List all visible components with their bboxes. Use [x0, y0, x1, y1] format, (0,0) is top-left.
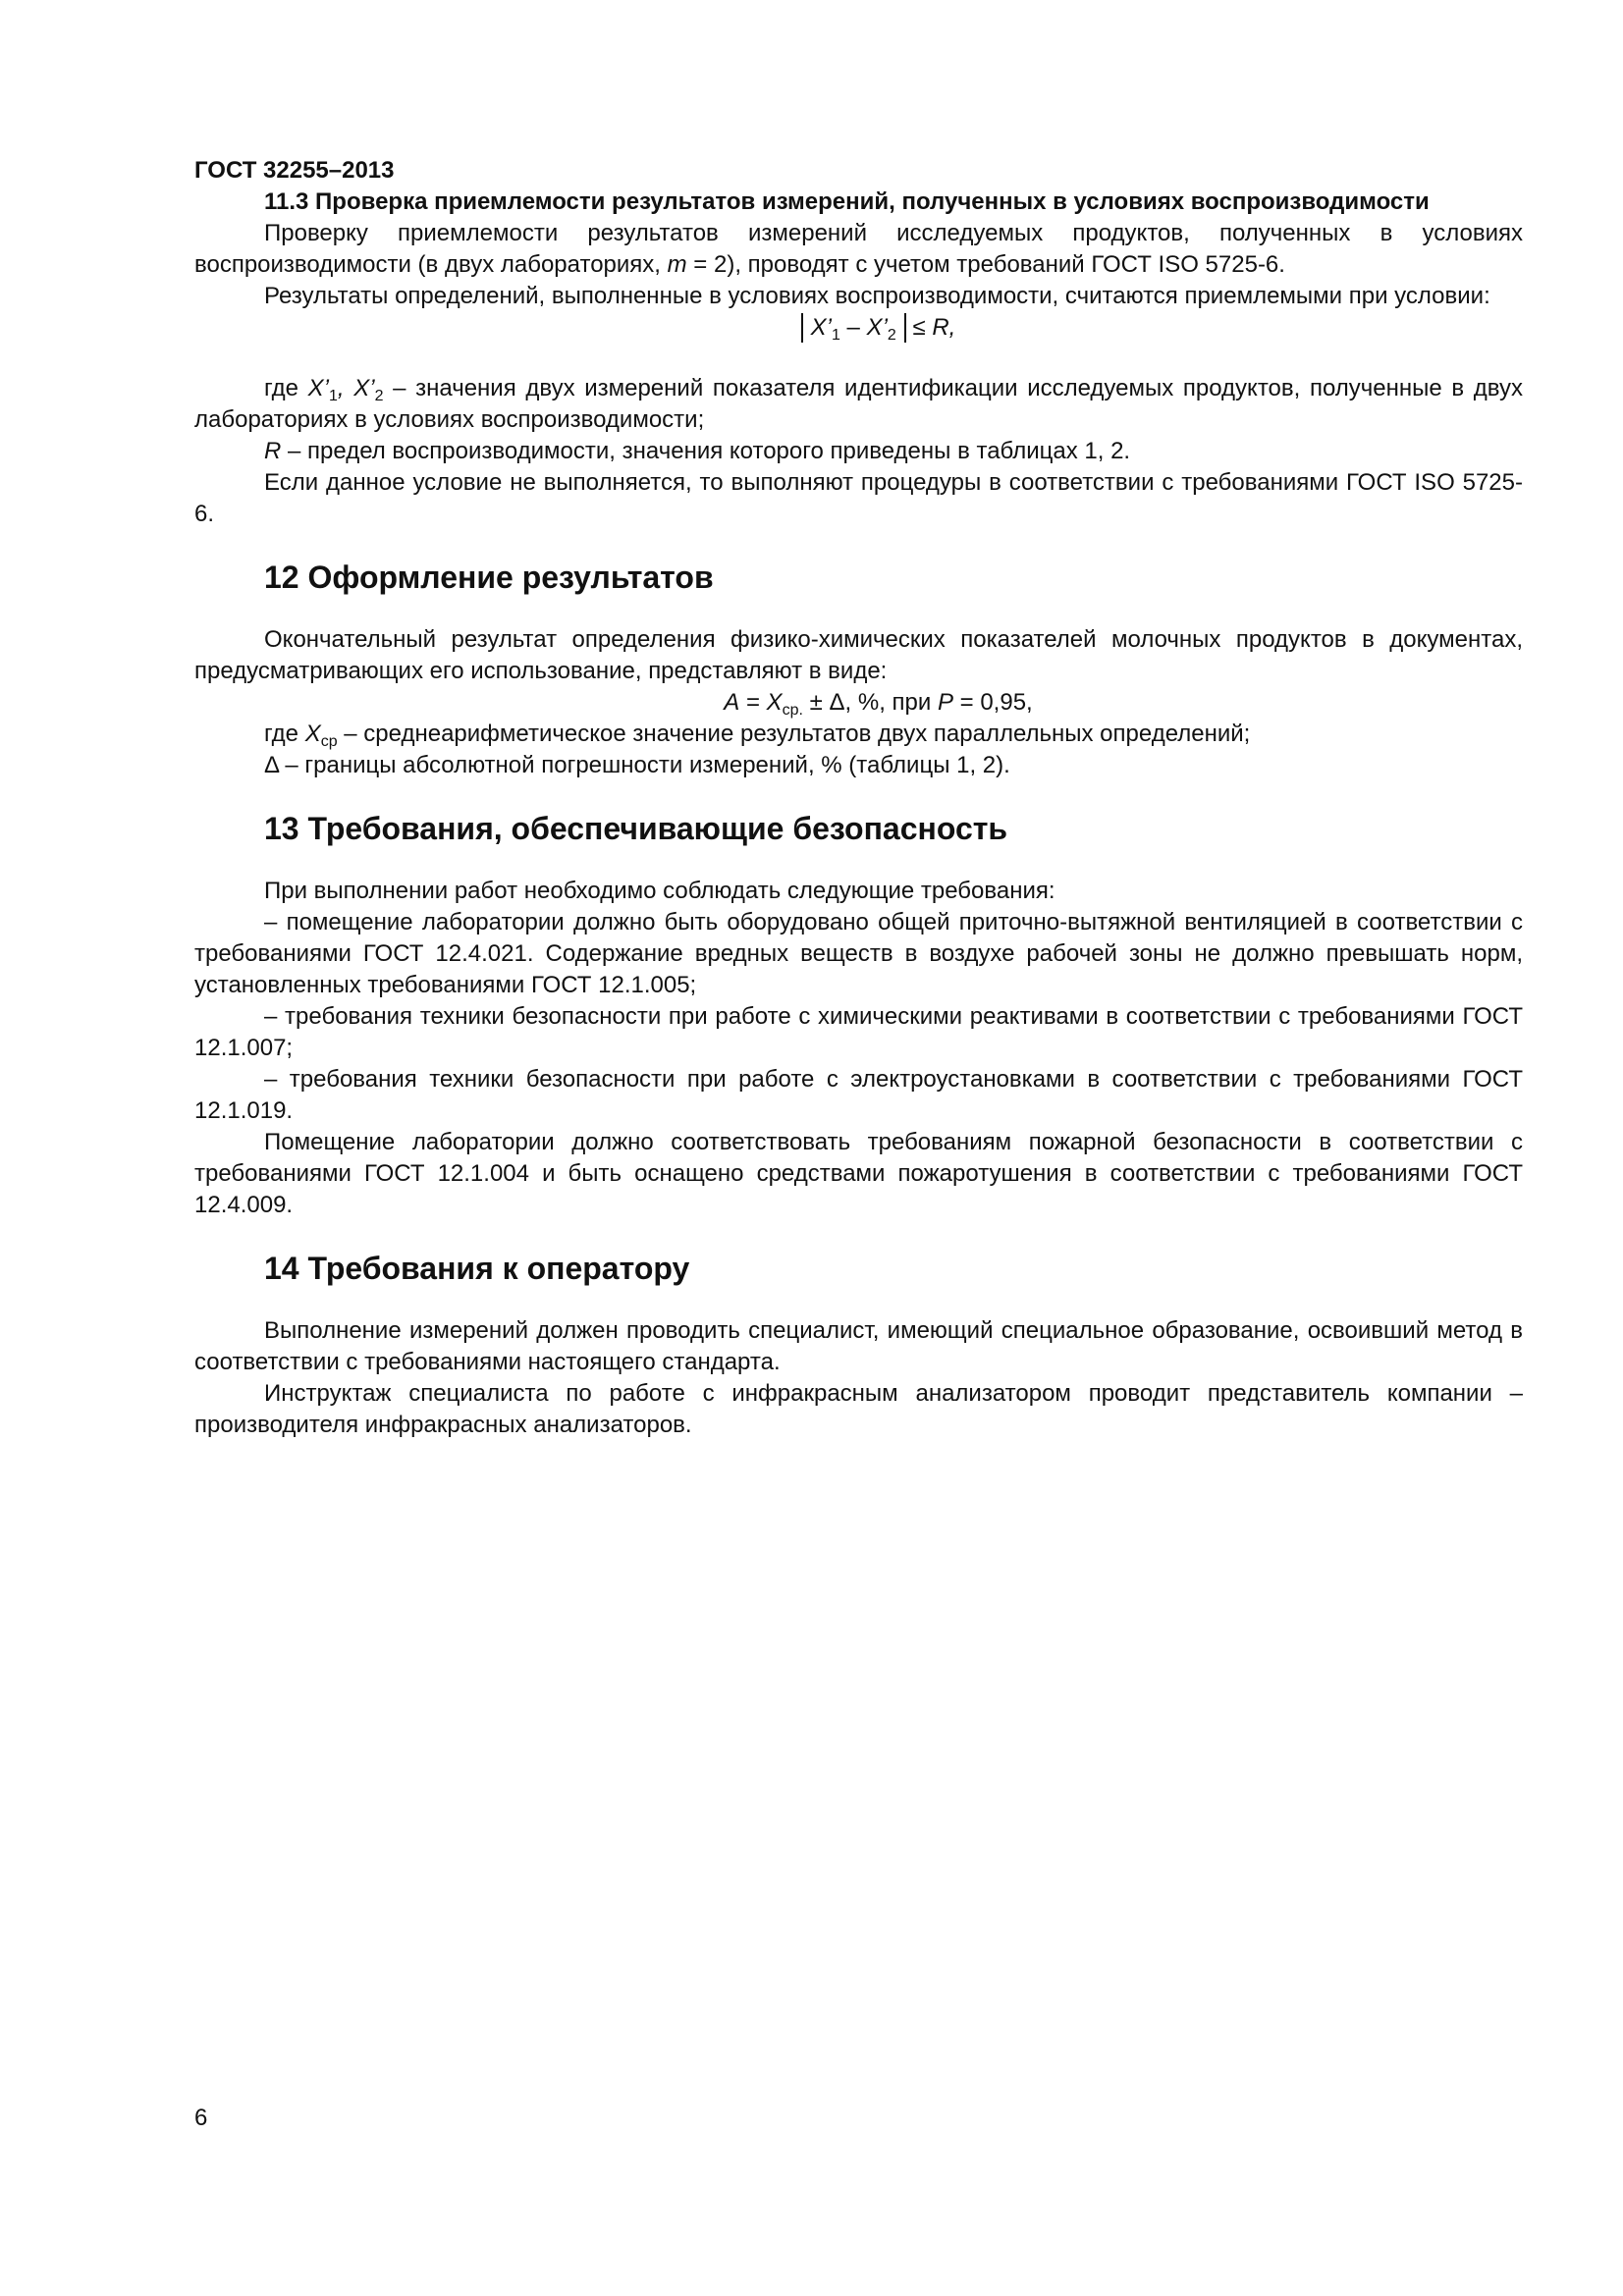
section-12-title: 12 Оформление результатов	[264, 560, 714, 595]
section-11-3-paragraph-1: Проверку приемлемости результатов измерений исследуемых продуктов, полученных в условиях воспроизводимости (в двух лабораториях, m = 2), проводят с учетом требований ГОСТ ISO 5725-6.	[194, 220, 1523, 278]
xcp-definition: где $X_{ср}$ – среднеарифметическое значение результатов двух параллельных определений;	[264, 721, 1251, 750]
page-number: 6	[194, 2105, 208, 2131]
section-13-paragraph-1: При выполнении работ необходимо соблюдать следующие требования:	[264, 878, 1055, 904]
formula-explanation: где $X’_1$, $X’_2$ – значения двух измерений показателя идентификации исследуемых продуктов, полученные в двух лабораториях в условиях воспроизводимости;	[194, 375, 1523, 433]
standard-header: ГОСТ 32255–2013	[194, 157, 395, 184]
document-page	[194, 155, 1523, 1441]
section-12-paragraph-1: Окончательный результат определения физико-химических показателей молочных продуктов в документах, предусматривающих его использование, представляют в виде:	[194, 626, 1523, 684]
section-13-paragraph-2: Помещение лаборатории должно соответствовать требованиям пожарной безопасности в соответствии с требованиями ГОСТ 12.1.004 и быть оснащено средствами пожаротушения в соответствии с требованиями ГОСТ 12.4.009.	[194, 1129, 1523, 1218]
section-11-3-paragraph-2: Результаты определений, выполненные в условиях воспроизводимости, считаются приемлемыми при условии:	[264, 283, 1490, 309]
section-14-paragraph-2: Инструктаж специалиста по работе с инфракрасным анализатором проводит представитель компании – производителя инфракрасных анализаторов.	[194, 1380, 1523, 1438]
section-14-paragraph-1: Выполнение измерений должен проводить специалист, имеющий специальное образование, освоивший метод в соответствии с требованиями настоящего стандарта.	[194, 1317, 1523, 1375]
section-11-3-paragraph-3: Если данное условие не выполняется, то выполняют процедуры в соответствии с требованиями ГОСТ ISO 5725-6.	[194, 469, 1523, 527]
section-13-title: 13 Требования, обеспечивающие безопасность	[264, 811, 1008, 846]
delta-definition: Δ – границы абсолютной погрешности измерений, % (таблицы 1, 2).	[264, 752, 1010, 778]
section-11-3-title: 11.3 Проверка приемлемости результатов измерений, полученных в условиях воспроизводимости	[264, 188, 1430, 215]
r-definition: R – предел воспроизводимости, значения которого приведены в таблицах 1, 2.	[264, 438, 1131, 464]
section-14-title: 14 Требования к оператору	[264, 1251, 690, 1286]
reproducibility-formula: $X’_1$ – $X’_2 \le R$,	[194, 312, 1523, 344]
requirement-item-2: – требования техники безопасности при работе с химическими реактивами в соответствии с требованиями ГОСТ 12.1.007;	[194, 1003, 1523, 1061]
requirement-item-3: – требования техники безопасности при работе с электроустановками в соответствии с требованиями ГОСТ 12.1.019.	[194, 1066, 1523, 1124]
requirement-item-1: – помещение лаборатории должно быть оборудовано общей приточно-вытяжной вентиляцией в соответствии с требованиями ГОСТ 12.4.021. Содержание вредных веществ в воздухе рабочей зоны не должно превышать норм, установленных требованиями ГОСТ 12.1.005;	[194, 909, 1523, 998]
result-formula: $A = X_{ср.} \pm \Delta$, %, при P = 0,95,	[724, 689, 1033, 719]
